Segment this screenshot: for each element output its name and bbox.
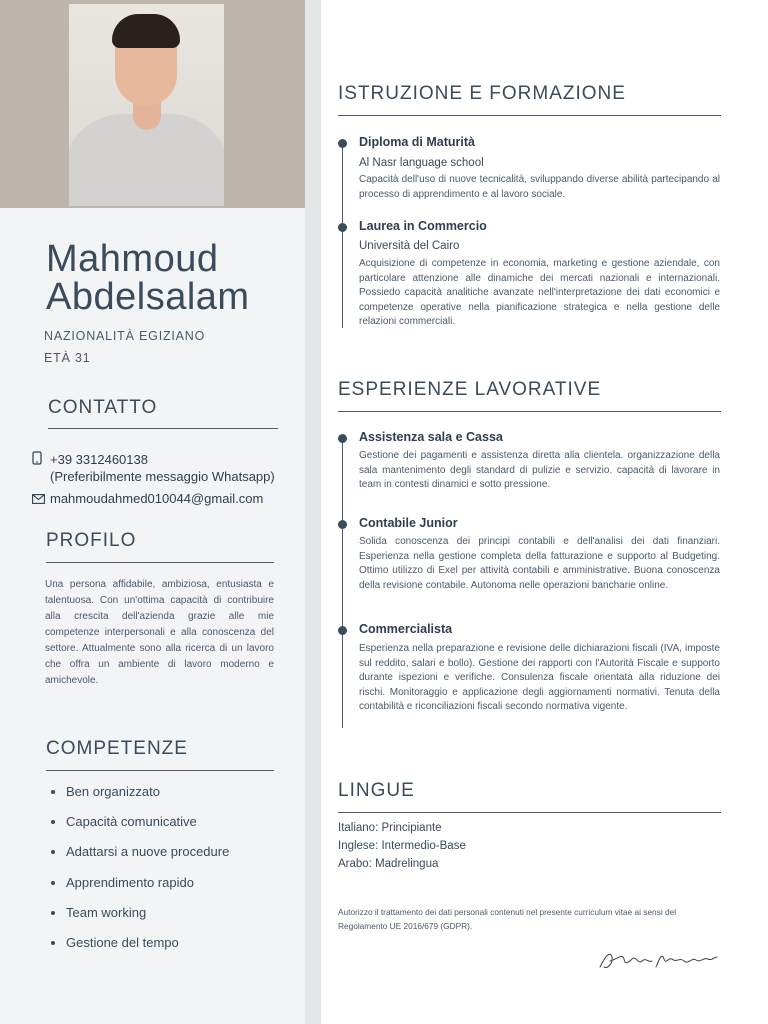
photo-block xyxy=(0,0,305,208)
education-entry-title: Diploma di Maturità xyxy=(359,135,475,149)
privacy-consent: Autorizzo il trattamento dei dati personali contenuti nel presente curriculum vitae ai sensi del Regolamento UE 2016/679 (GDPR). xyxy=(338,907,677,931)
languages-rule xyxy=(338,812,721,813)
list-item: • Team working xyxy=(66,901,229,931)
skills-title: COMPETENZE xyxy=(46,738,188,759)
signature xyxy=(596,945,721,975)
phone-icon xyxy=(32,451,46,468)
education-entry-place: Università del Cairo xyxy=(359,240,460,252)
experience-title: ESPERIENZE LAVORATIVE xyxy=(338,379,602,400)
name-last: Abdelsalam xyxy=(46,276,250,318)
education-entry-desc: Acquisizione di competenze in economia, marketing e gestione aziendale, con particolare attenzione alle dinamiche dei mercati nazionali e internazionali. Possiedo capacità analitiche avanzate nell'interpretazione dei dati economici e competenze operative nella pianificazione strategica e nella gestione delle relazioni commerciali. xyxy=(359,258,720,328)
profile-text: Una persona affidabile, ambiziosa, entusiasta e talentuosa. Con un'ottima capacità di contribuire alla crescita dell'azienda grazie alle mie competenze interpersonali e alla conoscenza del settore. Attualmente sono alla ricerca di un lavoro che offra un ambiente di lavoro moderno e amichevole. xyxy=(45,579,274,686)
experience-entry-title: Commercialista xyxy=(359,622,453,636)
timeline-dot xyxy=(338,223,347,232)
experience-entry-desc: Gestione dei pagamenti e assistenza diretta alla clientela. organizzazione della sala mantenimento degli standard di pulizie e servizio. capacità di lavorare in team in contesti dinamici e sotto pressione. xyxy=(359,450,720,491)
right-column xyxy=(321,0,768,1024)
experience-rule xyxy=(338,411,721,412)
list-item: • Apprendimento rapido xyxy=(66,871,229,901)
profile-rule xyxy=(46,562,274,563)
timeline-dot xyxy=(338,626,347,635)
phone-number[interactable]: +39 3312460138 xyxy=(50,452,148,467)
email-address[interactable]: mahmoudahmed010044@gmail.com xyxy=(50,491,264,506)
skills-list xyxy=(48,780,229,961)
experience-timeline xyxy=(342,438,343,728)
language-item: Italiano: Principiante xyxy=(338,822,442,834)
left-column xyxy=(0,0,305,1024)
experience-entry-title: Contabile Junior xyxy=(359,516,458,530)
experience-entry-title: Assistenza sala e Cassa xyxy=(359,430,503,444)
timeline-dot xyxy=(338,520,347,529)
languages-title: LINGUE xyxy=(338,780,415,801)
experience-entry-desc: Esperienza nella preparazione e revisione delle dichiarazioni fiscali (IVA, imposte sul reddito, salari e bollo). Gestione dei rapporti con l'Autorità Fiscale e supporto durante ispezioni e verifiche. Consulenza fiscale orientata alla riduzione dei rischi. Monitoraggio e applicazione degli aggiornamenti normativi. Tenuta della contabilità e riconciliazioni fiscali secondo normativa vigente. xyxy=(359,643,720,713)
skills-rule xyxy=(46,770,274,771)
education-rule xyxy=(338,115,721,116)
age: ETÀ 31 xyxy=(44,351,91,365)
list-item: • Adattarsi a nuove procedure xyxy=(66,840,229,870)
nationality: NAZIONALITÀ EGIZIANO xyxy=(44,329,206,343)
education-entry-place: Al Nasr language school xyxy=(359,157,484,169)
candidate-name xyxy=(46,240,296,316)
education-entry-desc: Capacità dell'uso di nuove tecnicalità, sviluppando diverse abilità partecipando al processo di apprendimento e al lavoro sociale. xyxy=(359,174,720,200)
language-item: Arabo: Madrelingua xyxy=(338,858,439,870)
contact-email-row xyxy=(32,491,263,507)
envelope-icon xyxy=(32,491,46,507)
name-first: Mahmoud xyxy=(46,238,219,280)
phone-note: (Preferibilmente messaggio Whatsapp) xyxy=(50,469,275,484)
profile-title: PROFILO xyxy=(46,530,137,551)
list-item: • Capacità comunicative xyxy=(66,810,229,840)
timeline-dot xyxy=(338,139,347,148)
education-title: ISTRUZIONE E FORMAZIONE xyxy=(338,83,626,104)
experience-entry-desc: Solida conoscenza dei principi contabili e dell'analisi dei dati finanziari. Esperienza nella gestione completa della fatturazione e supporto al Budgeting. Ottimo utilizzo di Exel per attività contabili e amministrative. Buona conoscenza della revisione contabile. Autonoma nelle operazioni bancharie online. xyxy=(359,536,720,591)
language-item: Inglese: Intermedio-Base xyxy=(338,840,466,852)
timeline-dot xyxy=(338,434,347,443)
profile-photo xyxy=(69,4,224,206)
contact-title: CONTATTO xyxy=(48,397,158,418)
contact-rule xyxy=(48,428,278,429)
list-item: • Ben organizzato xyxy=(66,780,229,810)
education-entry-title: Laurea in Commercio xyxy=(359,219,487,233)
education-timeline xyxy=(342,142,343,328)
list-item: • Gestione del tempo xyxy=(66,931,229,961)
column-divider xyxy=(305,0,321,1024)
contact-phone-row xyxy=(32,451,275,485)
